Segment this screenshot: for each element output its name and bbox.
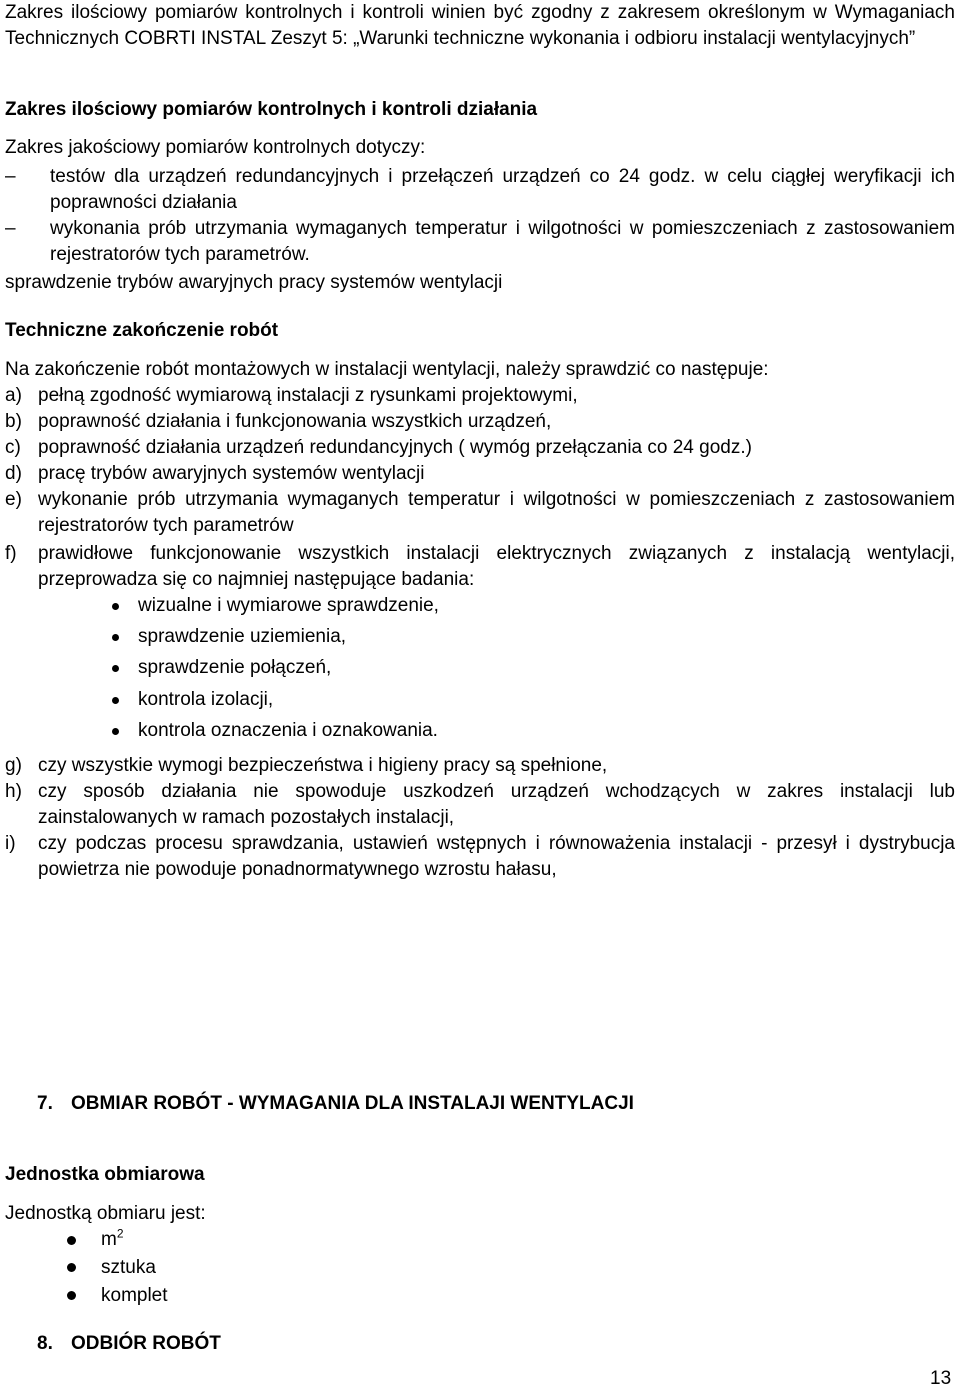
item-letter: a) bbox=[5, 385, 22, 406]
section8-title: ODBIÓR ROBÓT bbox=[71, 1333, 221, 1354]
quantity-trailing: sprawdzenie trybów awaryjnych pracy systemów wentylacji bbox=[5, 272, 503, 293]
dash-bullet: – bbox=[5, 218, 16, 239]
item-letter: d) bbox=[5, 463, 22, 484]
test-item: wizualne i wymiarowe sprawdzenie, bbox=[138, 595, 439, 616]
intro-paragraph: Zakres ilościowy pomiarów kontrolnych i kontroli winien być zgodny z zakresem określonym w Wymaganiach Technicznych COBRTI INSTAL Zeszyt 5: „Warunki techniczne wykonania i odbioru instalacji wentylacyjnych” bbox=[5, 2, 955, 49]
dash-bullet: – bbox=[5, 166, 16, 187]
completion-item-f: prawidłowe funkcjonowanie wszystkich instalacji elektrycznych związanych z instalacją wentylacji, przeprowadza się co najmniej następujące badania: bbox=[38, 543, 955, 590]
bullet-icon bbox=[67, 1236, 76, 1245]
item-letter: g) bbox=[5, 755, 22, 776]
completion-item-b: poprawność działania i funkcjonowania wszystkich urządzeń, bbox=[38, 411, 552, 432]
completion-item-g: czy wszystkie wymogi bezpieczeństwa i higieny pracy są spełnione, bbox=[38, 755, 608, 776]
completion-item-a: pełną zgodność wymiarową instalacji z rysunkami projektowymi, bbox=[38, 385, 578, 406]
section-heading-completion: Techniczne zakończenie robót bbox=[5, 320, 279, 341]
completion-item-i: czy podczas procesu sprawdzania, ustawień wstępnych i równoważenia instalacji - przesył i dystrybucja powietrza nie powoduje ponadnormatywnego wzrostu hałasu, bbox=[38, 833, 955, 880]
section7-number: 7. bbox=[37, 1093, 53, 1114]
bullet-icon bbox=[112, 665, 119, 672]
item-letter: b) bbox=[5, 411, 22, 432]
item-letter: i) bbox=[5, 833, 16, 854]
bullet-icon bbox=[67, 1291, 76, 1300]
unit-superscript: 2 bbox=[116, 1226, 124, 1241]
unit-item: komplet bbox=[101, 1285, 168, 1306]
unit-lead: Jednostką obmiaru jest: bbox=[5, 1203, 206, 1224]
test-item: kontrola oznaczenia i oznakowania. bbox=[138, 720, 438, 741]
section7-title: OBMIAR ROBÓT - WYMAGANIA DLA INSTALAJI WENTYLACJI bbox=[71, 1093, 634, 1114]
item-letter: c) bbox=[5, 437, 21, 458]
completion-item-e: wykonanie prób utrzymania wymaganych temperatur i wilgotności w pomieszczeniach z zastosowaniem rejestratorów tych parametrów bbox=[38, 489, 955, 536]
unit-item: $m^2$ bbox=[101, 1226, 124, 1250]
quantity-item-1: testów dla urządzeń redundancyjnych i przełączeń urządzeń co 24 godz. w celu ciągłej weryfikacji ich poprawności działania bbox=[50, 166, 955, 213]
item-letter: f) bbox=[5, 543, 17, 564]
completion-lead: Na zakończenie robót montażowych w instalacji wentylacji, należy sprawdzić co następuje: bbox=[5, 359, 769, 380]
bullet-icon bbox=[112, 697, 119, 704]
bullet-icon bbox=[67, 1263, 76, 1272]
unit-heading: Jednostka obmiarowa bbox=[5, 1164, 205, 1185]
completion-item-c: poprawność działania urządzeń redundancyjnych ( wymóg przełączania co 24 godz.) bbox=[38, 437, 752, 458]
page-number: 13 bbox=[930, 1368, 952, 1389]
test-item: sprawdzenie połączeń, bbox=[138, 657, 332, 678]
quantity-lead: Zakres jakościowy pomiarów kontrolnych dotyczy: bbox=[5, 137, 426, 158]
completion-item-d: pracę trybów awaryjnych systemów wentylacji bbox=[38, 463, 425, 484]
test-item: kontrola izolacji, bbox=[138, 689, 274, 710]
bullet-icon bbox=[112, 603, 119, 610]
item-letter: e) bbox=[5, 489, 22, 510]
section-heading-quantity: Zakres ilościowy pomiarów kontrolnych i kontroli działania bbox=[5, 99, 538, 120]
bullet-icon bbox=[112, 728, 119, 735]
item-letter: h) bbox=[5, 781, 22, 802]
section8-number: 8. bbox=[37, 1333, 53, 1354]
completion-item-h: czy sposób działania nie spowoduje uszkodzeń urządzeń wchodzących w zakres instalacji lub zainstalowanych w ramach pozostałych instalacji, bbox=[38, 781, 955, 828]
quantity-item-2: wykonania prób utrzymania wymaganych temperatur i wilgotności w pomieszczeniach z zastosowaniem rejestratorów tych parametrów. bbox=[50, 218, 955, 265]
bullet-icon bbox=[112, 634, 119, 641]
test-item: sprawdzenie uziemienia, bbox=[138, 626, 347, 647]
unit-item: sztuka bbox=[101, 1257, 156, 1278]
